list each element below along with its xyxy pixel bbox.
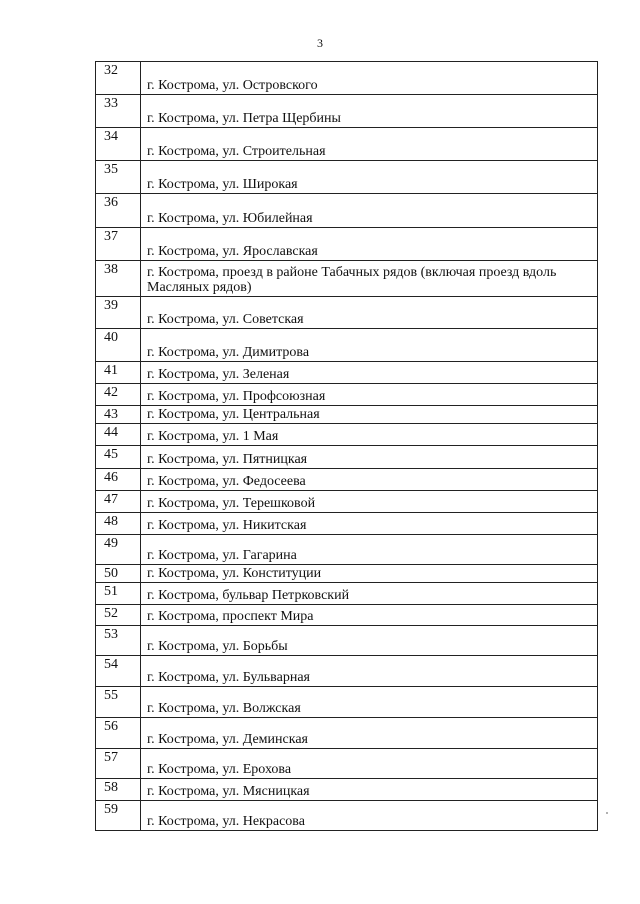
row-address: г. Кострома, ул. Федосеева [141,469,598,491]
table-row [96,228,598,261]
table-row [96,128,598,161]
row-address: г. Кострома, ул. Гагарина [141,535,598,565]
row-address: г. Кострома, бульвар Петрковский [141,583,598,605]
row-number: 43 [96,406,141,424]
row-number: 58 [96,779,141,801]
row-number: 46 [96,469,141,491]
row-number: 49 [96,535,141,565]
scan-speck [606,812,608,814]
table-row [96,62,598,95]
row-address: г. Кострома, проспект Мира [141,605,598,626]
row-number: 57 [96,749,141,779]
row-number: 42 [96,384,141,406]
table-row [96,446,598,469]
row-address: г. Кострома, ул. Островского [141,62,598,95]
row-address: г. Кострома, ул. Юбилейная [141,194,598,228]
row-address: г. Кострома, ул. Борьбы [141,626,598,656]
table-row [96,779,598,801]
table-row [96,605,598,626]
row-number: 51 [96,583,141,605]
row-address: г. Кострома, ул. Терешковой [141,491,598,513]
row-number: 59 [96,801,141,831]
table-row [96,469,598,491]
table-row [96,513,598,535]
table-row [96,261,598,297]
row-number: 47 [96,491,141,513]
table-row [96,749,598,779]
row-address: г. Кострома, ул. 1 Мая [141,424,598,446]
row-address: г. Кострома, ул. Строительная [141,128,598,161]
row-number: 53 [96,626,141,656]
row-address: г. Кострома, ул. Ярославская [141,228,598,261]
row-address: г. Кострома, ул. Никитская [141,513,598,535]
row-address: г. Кострома, ул. Пятницкая [141,446,598,469]
table-row [96,801,598,831]
table-row [96,491,598,513]
table-row [96,384,598,406]
row-address: г. Кострома, ул. Профсоюзная [141,384,598,406]
row-number: 32 [96,62,141,95]
table-row [96,424,598,446]
row-number: 36 [96,194,141,228]
table-row [96,626,598,656]
street-table [95,61,598,831]
table-row [96,297,598,329]
row-address: г. Кострома, ул. Советская [141,297,598,329]
row-address: г. Кострома, проезд в районе Табачных рядов (включая проезд вдоль Масляных рядов) [141,261,598,297]
row-number: 56 [96,718,141,749]
row-number: 45 [96,446,141,469]
page-number: 3 [317,36,323,50]
row-number: 40 [96,329,141,362]
row-number: 48 [96,513,141,535]
table-row [96,583,598,605]
table-row [96,95,598,128]
row-address: г. Кострома, ул. Мясницкая [141,779,598,801]
row-number: 50 [96,565,141,583]
row-address: г. Кострома, ул. Зеленая [141,362,598,384]
row-number: 41 [96,362,141,384]
row-number: 38 [96,261,141,297]
table-row [96,687,598,718]
row-address: г. Кострома, ул. Некрасова [141,801,598,831]
table-row [96,329,598,362]
row-number: 37 [96,228,141,261]
row-address: г. Кострома, ул. Димитрова [141,329,598,362]
row-address: г. Кострома, ул. Волжская [141,687,598,718]
row-address: г. Кострома, ул. Широкая [141,161,598,194]
row-number: 39 [96,297,141,329]
row-address: г. Кострома, ул. Ерохова [141,749,598,779]
table-row [96,362,598,384]
row-number: 33 [96,95,141,128]
row-number: 54 [96,656,141,687]
row-address: г. Кострома, ул. Деминская [141,718,598,749]
row-number: 35 [96,161,141,194]
table-row [96,718,598,749]
table-row [96,161,598,194]
row-number: 55 [96,687,141,718]
row-number: 44 [96,424,141,446]
row-number: 52 [96,605,141,626]
row-address: г. Кострома, ул. Центральная [141,406,598,424]
row-address: г. Кострома, ул. Петра Щербины [141,95,598,128]
table-row [96,194,598,228]
row-number: 34 [96,128,141,161]
row-address: г. Кострома, ул. Бульварная [141,656,598,687]
table-row [96,406,598,424]
table-row [96,535,598,565]
table-row [96,656,598,687]
table-row [96,565,598,583]
row-address: г. Кострома, ул. Конституции [141,565,598,583]
street-table-body [96,62,598,831]
